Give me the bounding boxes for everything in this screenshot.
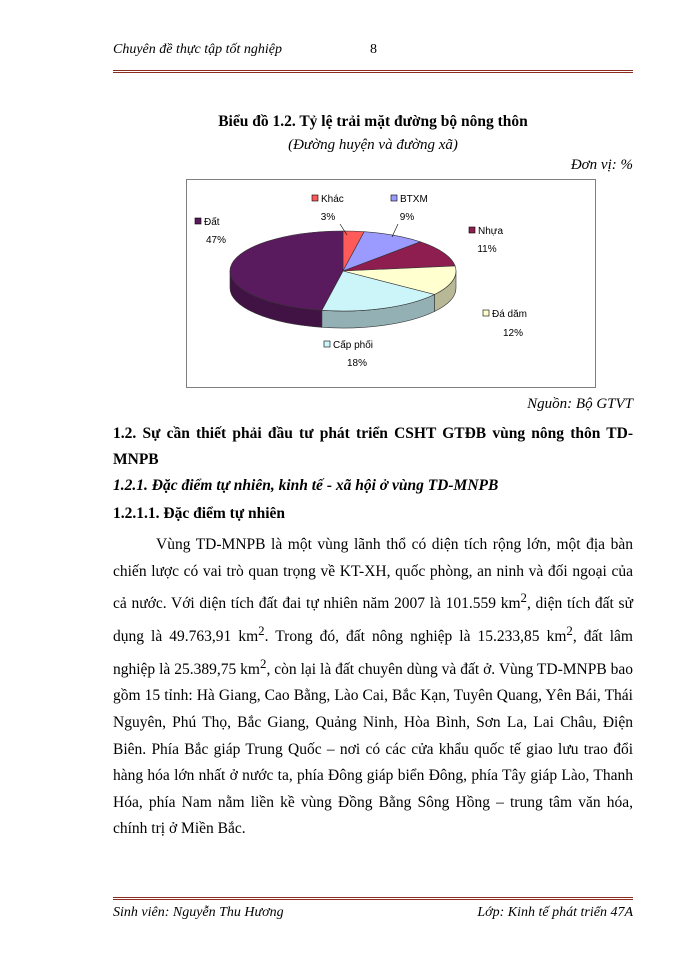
subsection-heading: 1.2.1. Đặc điểm tự nhiên, kinh tế - xã hội ở vùng TD-MNPB [113, 477, 499, 494]
paragraph-text: . Trong đó, đất nông nghiệp là 15.233,85 km [264, 628, 567, 646]
footer-student: Sinh viên: Nguyễn Thu Hương [113, 905, 284, 920]
slice-percent-1: 9% [399, 212, 415, 223]
body-paragraph [113, 532, 633, 843]
slice-percent-5: 47% [205, 235, 227, 246]
leader-line-btxm [392, 224, 398, 237]
slice-label-4: Cấp phối [333, 340, 374, 351]
chart-source: Nguồn: Bộ GTVT [527, 396, 633, 412]
slice-label-1: BTXM [400, 194, 428, 205]
paragraph-text: , đất lâm nghiệp là 25.389,75 km [113, 628, 633, 678]
slice-label-5: Đất [204, 217, 220, 228]
superscript: 2 [566, 622, 573, 638]
chart-title: Biểu đồ 1.2. Tỷ lệ trải mặt đường bộ nông thôn [218, 113, 528, 130]
legend-swatch-2 [469, 227, 475, 233]
header-title: Chuyên đề thực tập tốt nghiệp [113, 42, 282, 57]
legend-swatch-5 [195, 218, 201, 224]
pie-chart [186, 179, 596, 388]
page-number: 8 [370, 42, 377, 57]
superscript: 2 [260, 655, 267, 671]
paragraph-text: Vùng TD-MNPB là một vùng lãnh thổ có diện tích rộng lớn, một địa bàn chiến lược có vai trò quan trọng về KT-XH, quốc phòng, an ninh và đối ngoại của cả nước. Với diện tích đất đai tự nhiên năm 2007 là 101.559 km [113, 536, 633, 613]
legend-swatch-3 [483, 310, 489, 316]
footer-rule [113, 897, 633, 900]
pie-chart-svg [187, 180, 595, 387]
chart-subtitle: (Đường huyện và đường xã) [288, 137, 458, 153]
paragraph-text: , còn lại là đất chuyên dùng và đất ở. Vùng TD-MNPB bao gồm 15 tỉnh: Hà Giang, Cao Bằng, Lào Cai, Bắc Kạn, Tuyên Quang, Yên Bái, Thái Nguyên, Phú Thọ, Bắc Giang, Quảng Ninh, Hòa Bình, Sơn La, Lai Châu, Điện Biên. Phía Bắc giáp Trung Quốc – nơi có các cửa khẩu quốc tế giao lưu trao đổi hàng hóa lớn nhất ở nước ta, phía Đông giáp biển Đông, phía Tây giáp Lào, Thanh Hóa, phía Nam nằm liền kề vùng Đồng Bằng Sông Hồng – trung tâm văn hóa, chính trị ở Miền Bắc. [113, 660, 633, 838]
legend-swatch-1 [391, 195, 397, 201]
superscript: 2 [258, 622, 265, 638]
slice-label-0: Khác [321, 194, 344, 205]
legend-swatch-0 [312, 195, 318, 201]
slice-percent-2: 11% [477, 244, 497, 255]
header-rule [113, 70, 633, 73]
section-heading: 1.2. Sự cần thiết phải đầu tư phát triển CSHT GTĐB vùng nông thôn TD-MNPB [113, 425, 633, 468]
slice-label-3: Đá dăm [492, 309, 528, 320]
legend-swatch-4 [324, 341, 330, 347]
paragraph-text: , diện tích đất sử dụng là 49.763,91 km [113, 595, 633, 646]
slice-percent-3: 12% [502, 328, 524, 339]
slice-percent-0: 3% [320, 212, 336, 223]
slice-label-2: Nhựa [478, 226, 504, 237]
chart-unit: Đơn vị: % [570, 157, 633, 173]
footer-class: Lớp: Kinh tế phát triển 47A [477, 905, 633, 920]
slice-percent-4: 18% [346, 358, 368, 369]
subsubsection-heading: 1.2.1.1. Đặc điểm tự nhiên [113, 505, 286, 522]
superscript: 2 [520, 590, 527, 606]
